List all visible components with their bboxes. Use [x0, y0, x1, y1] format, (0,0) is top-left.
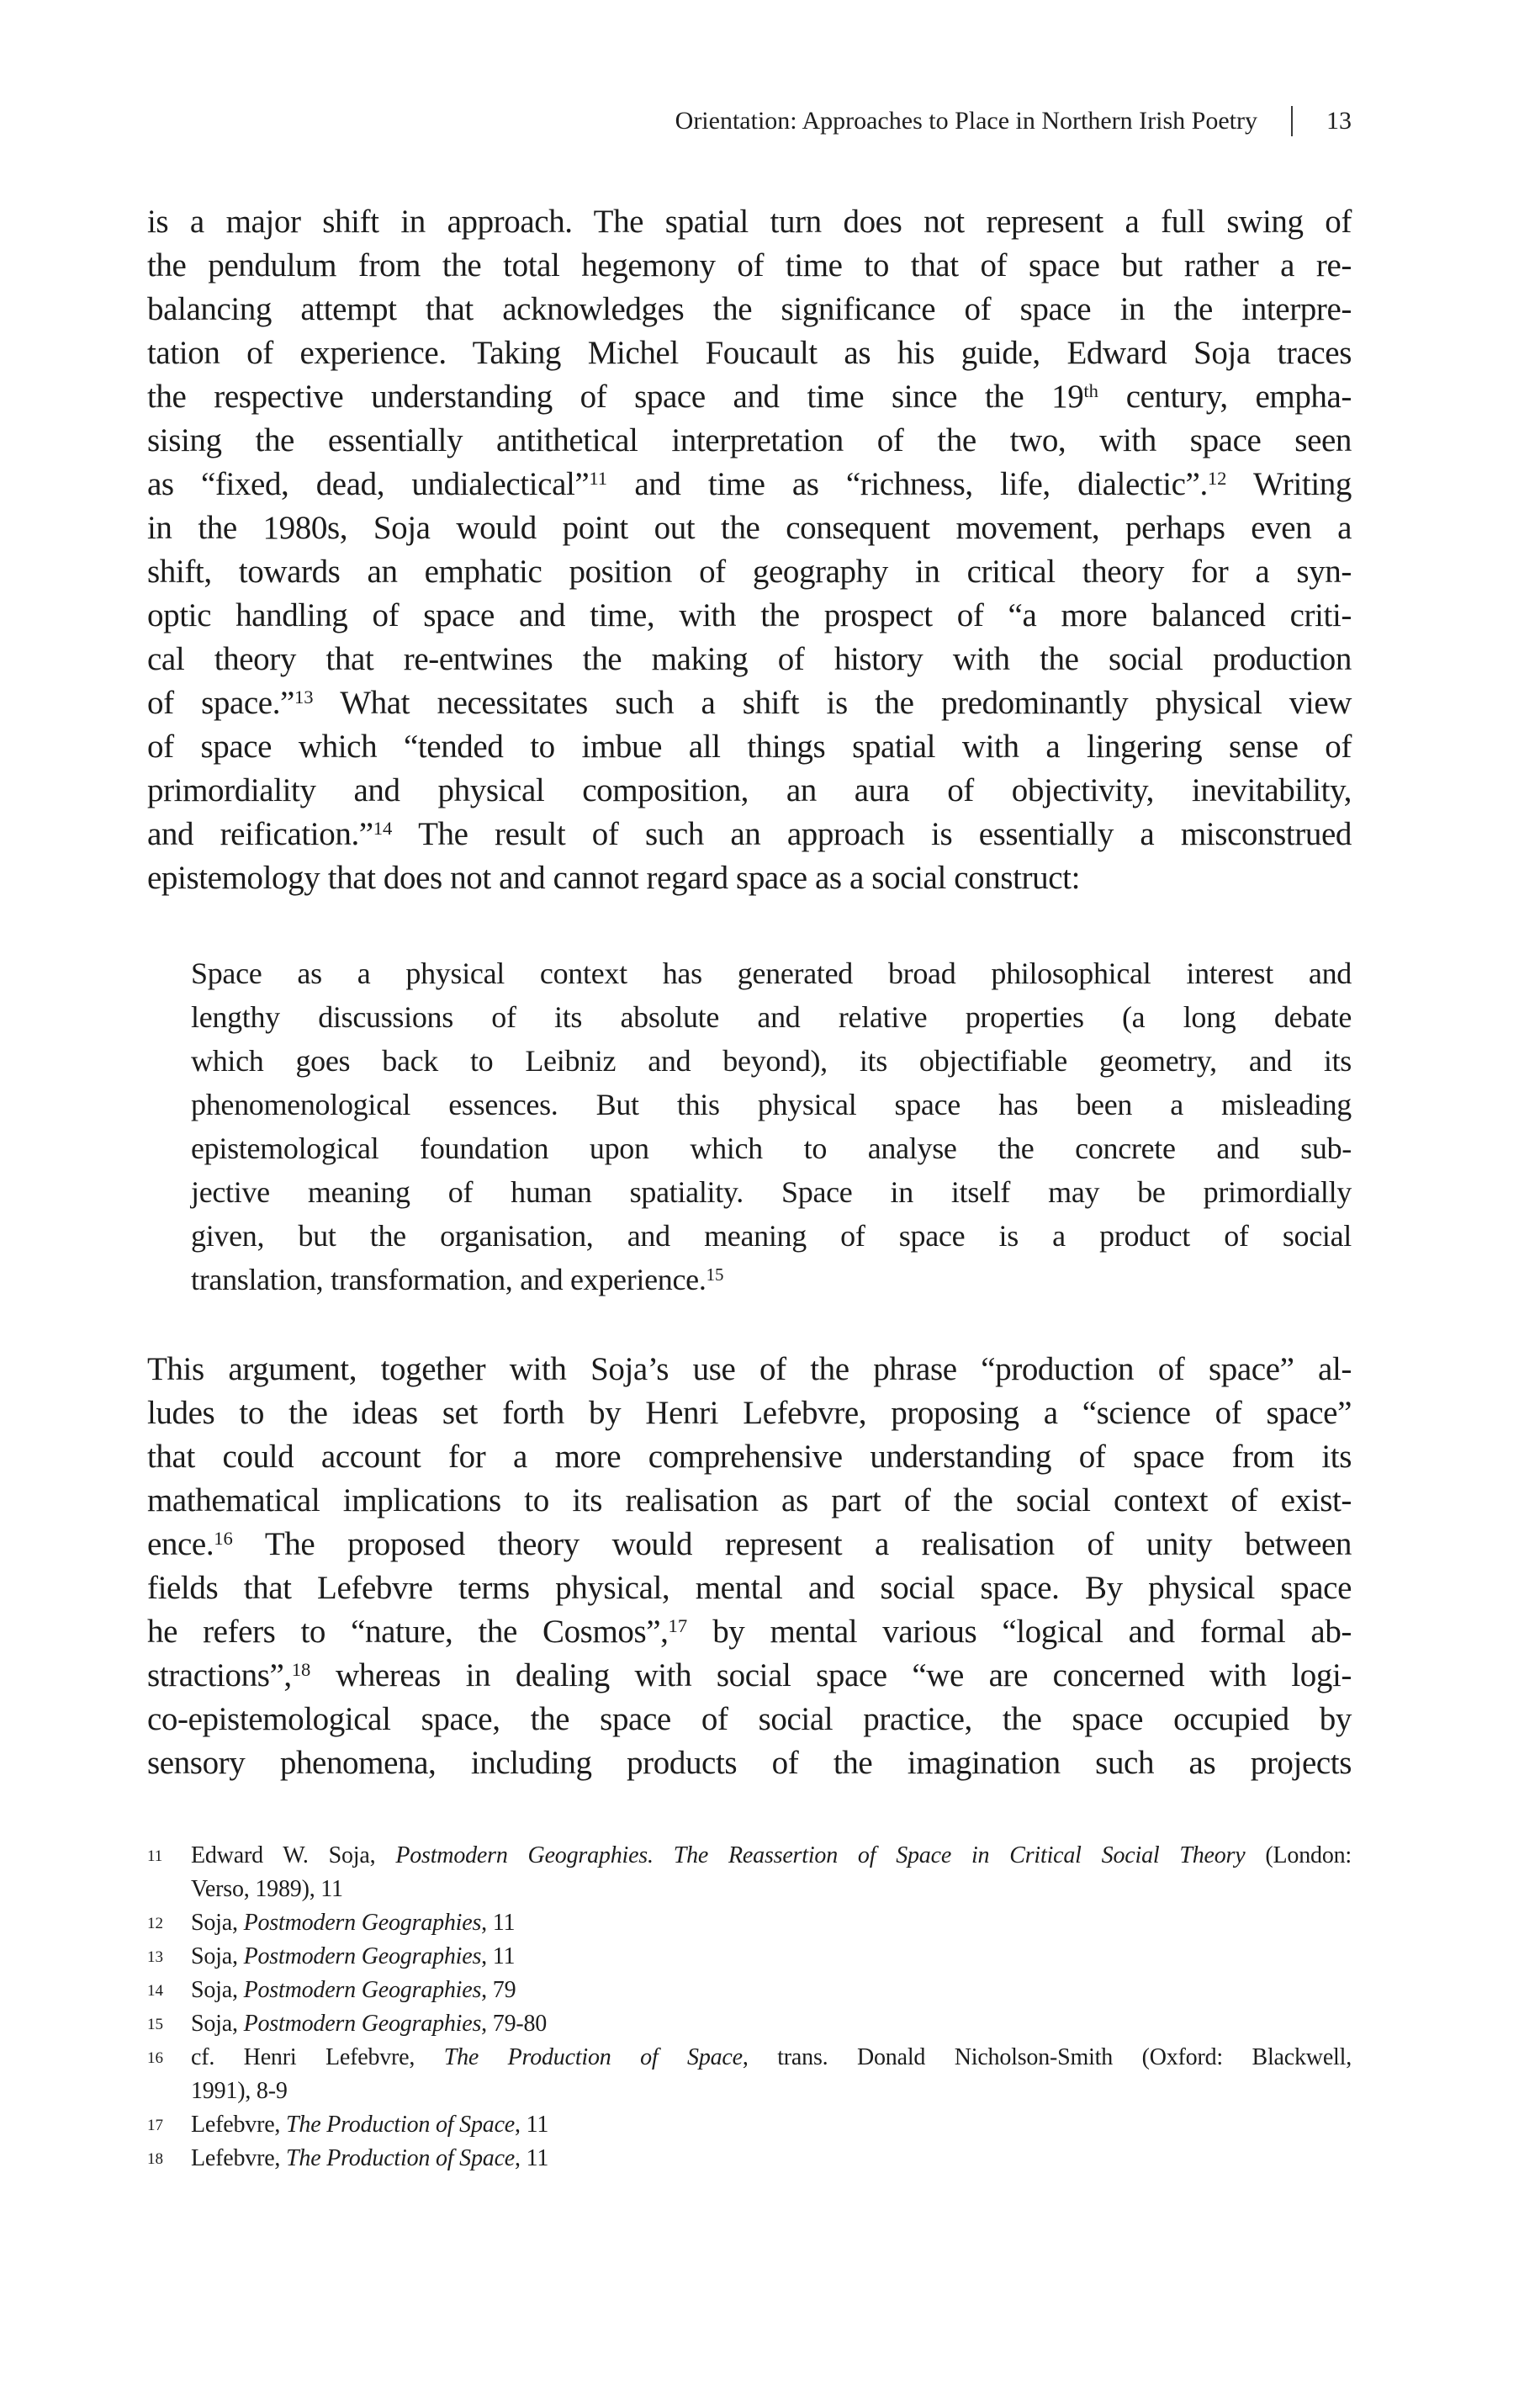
text-line: [191, 1170, 1352, 1214]
text-line: [147, 419, 1352, 463]
text-run: mathematical implications to its realisation as part of the social context of exist-: [147, 1482, 1352, 1518]
footnote-ref: 18: [291, 1658, 311, 1680]
text-line: [147, 1479, 1352, 1523]
text-run: epistemological foundation upon which to analyse the concrete and sub-: [191, 1132, 1352, 1165]
italic-text: The Production of Space: [286, 2112, 516, 2138]
italic-text: Postmodern Geographies. The Reassertion of Space in Critical Social Theory: [395, 1842, 1246, 1868]
footnote-number: 14: [147, 1982, 163, 2000]
text-run: Soja,: [191, 2011, 244, 2037]
text-line: [191, 1214, 1352, 1258]
text-line: [147, 463, 1352, 506]
text-run: (London:: [1245, 1842, 1352, 1868]
text-run: tation of experience. Taking Michel Foucault as his guide, Edward Soja traces: [147, 335, 1352, 371]
text-run: and reification.”: [147, 816, 373, 852]
text-run: Space as a physical context has generated broad philosophical interest and: [191, 957, 1352, 990]
text-run: of space which “tended to imbue all things spatial with a lingering sense of: [147, 729, 1352, 765]
text-run: primordiality and physical composition, an aura of objectivity, inevitability,: [147, 772, 1352, 808]
text-line: [191, 951, 1352, 995]
text-run: lengthy discussions of its absolute and relative properties (a long debate: [191, 1000, 1352, 1034]
text-line: [147, 1348, 1352, 1391]
text-line: [191, 1039, 1352, 1083]
footnote-ref: 16: [214, 1527, 233, 1549]
text-run: century, empha-: [1098, 379, 1352, 415]
footnote-number: 15: [147, 2016, 163, 2033]
text-line: [191, 1974, 1352, 2007]
text-run: the respective understanding of space and time since the 19: [147, 379, 1084, 415]
text-line: [191, 2041, 1352, 2075]
text-run: as “fixed, dead, undialectical”: [147, 466, 590, 502]
text-run: he refers to “nature, the Cosmos”,: [147, 1614, 669, 1650]
text-line: [147, 594, 1352, 638]
body-paragraph-2: [147, 1348, 1352, 1785]
footnote: [147, 1906, 1352, 1940]
text-run: cal theory that re-entwines the making of history with the social production: [147, 641, 1352, 677]
text-run: by mental various “logical and formal ab-: [687, 1614, 1352, 1650]
text-run: Soja,: [191, 1910, 244, 1936]
text-run: , 11: [481, 1910, 516, 1936]
text-line: [147, 288, 1352, 331]
footnote: [147, 2142, 1352, 2176]
text-run: Lefebvre,: [191, 2145, 287, 2171]
block-quote: [191, 951, 1352, 1301]
footnote: [147, 2041, 1352, 2108]
text-run: stractions”,: [147, 1657, 292, 1693]
text-run: , 11: [515, 2145, 549, 2171]
text-run: translation, transformation, and experience.: [191, 1263, 706, 1296]
footnote: [147, 1839, 1352, 1906]
text-run: , 79-80: [481, 2011, 548, 2037]
header-separator-bar: [1291, 106, 1293, 136]
text-run: of space.”: [147, 685, 294, 721]
page-number: 13: [1326, 107, 1352, 135]
text-run: , 11: [515, 2112, 549, 2138]
text-run: ence.: [147, 1526, 214, 1562]
footnote: [147, 2007, 1352, 2041]
footnote-ref: 13: [294, 686, 314, 708]
footnote-ref: 15: [706, 1264, 724, 1285]
text-run: epistemology that does not and cannot regard space as a social construct:: [147, 860, 1081, 896]
text-line: [147, 638, 1352, 681]
text-line: [191, 1839, 1352, 1873]
text-line: [147, 244, 1352, 288]
text-line: [191, 1258, 1352, 1301]
footnote-number: 18: [147, 2150, 163, 2168]
text-run: What necessitates such a shift is the predominantly physical view: [313, 685, 1352, 721]
italic-text: Postmodern Geographies: [243, 2011, 482, 2037]
running-header: [147, 106, 1352, 136]
text-run: shift, towards an emphatic position of geography in critical theory for a syn-: [147, 554, 1352, 590]
text-line: [191, 2108, 1352, 2142]
text-line: [147, 1523, 1352, 1566]
text-run: This argument, together with Soja’s use of the phrase “production of space” al-: [147, 1351, 1352, 1387]
footnote-ref: 11: [589, 467, 608, 489]
italic-text: Postmodern Geographies: [243, 1977, 482, 2003]
text-run: , 79: [481, 1977, 516, 2003]
italic-text: The Production of Space: [443, 2044, 743, 2070]
text-run: The proposed theory would represent a realisation of unity between: [232, 1526, 1352, 1562]
text-line: [147, 813, 1352, 856]
text-line: [191, 2075, 1352, 2108]
text-run: jective meaning of human spatiality. Space in itself may be primordially: [191, 1175, 1352, 1209]
text-line: [147, 375, 1352, 419]
text-run: , 11: [481, 1943, 516, 1969]
text-run: optic handling of space and time, with the prospect of “a more balanced criti-: [147, 597, 1352, 633]
footnote-number: 12: [147, 1915, 163, 1932]
footnote-number: 17: [147, 2117, 163, 2134]
text-line: [147, 1698, 1352, 1741]
text-run: given, but the organisation, and meaning of space is a product of social: [191, 1219, 1352, 1253]
text-line: [191, 995, 1352, 1039]
text-run: whereas in dealing with social space “we are concerned with logi-: [310, 1657, 1352, 1693]
text-run: The result of such an approach is essentially a misconstrued: [392, 816, 1352, 852]
text-line: [147, 1391, 1352, 1435]
footnote-number: 11: [147, 1847, 163, 1865]
text-line: [147, 1741, 1352, 1785]
text-line: [147, 1566, 1352, 1610]
text-run: sensory phenomena, including products of the imagination such as projects: [147, 1745, 1352, 1781]
footnote-ref: 14: [373, 817, 393, 839]
text-line: [147, 1610, 1352, 1654]
text-run: ludes to the ideas set forth by Henri Lefebvre, proposing a “science of space”: [147, 1395, 1352, 1431]
text-line: [147, 550, 1352, 594]
text-line: [191, 2142, 1352, 2176]
text-line: [147, 856, 1352, 900]
footnote-number: 13: [147, 1948, 163, 1966]
text-line: [191, 1126, 1352, 1170]
text-run: in the 1980s, Soja would point out the consequent movement, perhaps even a: [147, 510, 1352, 546]
text-run: co-epistemological space, the space of social practice, the space occupied by: [147, 1701, 1352, 1737]
text-line: [191, 1873, 1352, 1906]
text-run: , trans. Donald Nicholson-Smith (Oxford: Blackwell,: [742, 2044, 1352, 2070]
body-paragraph-1: [147, 200, 1352, 900]
text-run: Soja,: [191, 1943, 244, 1969]
text-run: and time as “richness, life, dialectic”.: [607, 466, 1208, 502]
text-run: balancing attempt that acknowledges the significance of space in the interpre-: [147, 291, 1352, 327]
text-run: which goes back to Leibniz and beyond), its objectifiable geometry, and its: [191, 1044, 1352, 1078]
footnote: [147, 2108, 1352, 2142]
footnote-ref: th: [1083, 379, 1098, 401]
footnote: [147, 1940, 1352, 1974]
text-line: [191, 1083, 1352, 1126]
text-run: Verso, 1989), 11: [191, 1876, 343, 1902]
text-run: fields that Lefebvre terms physical, mental and social space. By physical space: [147, 1570, 1352, 1606]
footnotes-section: [147, 1839, 1352, 2176]
text-run: the pendulum from the total hegemony of time to that of space but rather a re-: [147, 247, 1352, 284]
text-run: cf. Henri Lefebvre,: [191, 2044, 444, 2070]
text-run: that could account for a more comprehensive understanding of space from its: [147, 1439, 1352, 1475]
text-line: [147, 1435, 1352, 1479]
text-line: [191, 2007, 1352, 2041]
text-line: [147, 681, 1352, 725]
text-run: Lefebvre,: [191, 2112, 287, 2138]
text-run: 1991), 8-9: [191, 2078, 288, 2104]
footnote: [147, 1974, 1352, 2007]
text-line: [147, 506, 1352, 550]
footnote-ref: 12: [1207, 467, 1227, 489]
footnote-ref: 17: [668, 1614, 688, 1636]
text-run: Edward W. Soja,: [191, 1842, 396, 1868]
text-run: phenomenological essences. But this physical space has been a misleading: [191, 1088, 1352, 1121]
text-run: sising the essentially antithetical interpretation of the two, with space seen: [147, 422, 1352, 458]
text-line: [147, 1654, 1352, 1698]
text-line: [147, 769, 1352, 813]
text-run: is a major shift in approach. The spatial turn does not represent a full swing of: [147, 204, 1352, 240]
footnote-number: 16: [147, 2049, 163, 2067]
italic-text: Postmodern Geographies: [243, 1910, 482, 1936]
text-line: [191, 1906, 1352, 1940]
text-line: [147, 331, 1352, 375]
text-run: Soja,: [191, 1977, 244, 2003]
italic-text: Postmodern Geographies: [243, 1943, 482, 1969]
text-line: [147, 200, 1352, 244]
text-line: [191, 1940, 1352, 1974]
running-title: Orientation: Approaches to Place in Northern Irish Poetry: [675, 107, 1257, 135]
italic-text: The Production of Space: [286, 2145, 516, 2171]
text-run: Writing: [1226, 466, 1352, 502]
text-line: [147, 725, 1352, 769]
